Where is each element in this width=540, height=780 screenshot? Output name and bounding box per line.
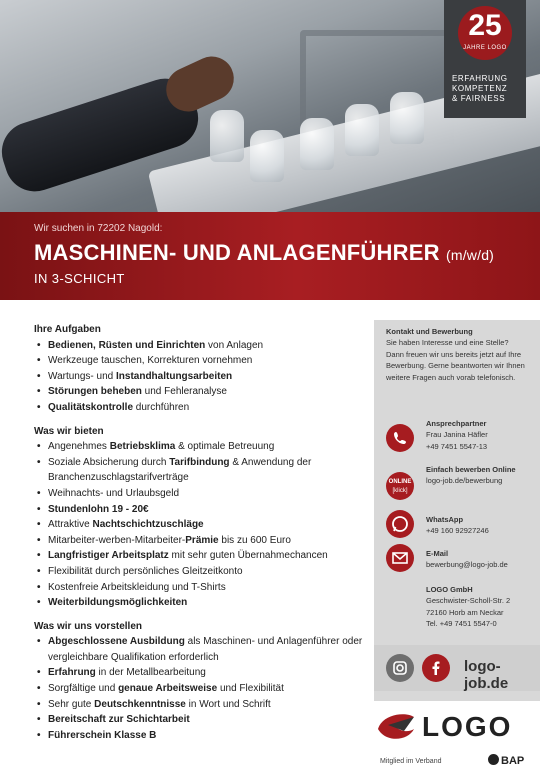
list-item-pre: Angenehmes (48, 441, 110, 453)
list-item-post: in Wort und Schrift (185, 698, 271, 710)
list-item-bold: Nachtschichtzuschläge (92, 519, 204, 531)
company-address (426, 584, 538, 630)
company-street: Geschwister-Scholl-Str. 2 (426, 596, 511, 606)
social-bar (374, 645, 540, 691)
job-description (34, 322, 364, 743)
company-name: LOGO GmbH (426, 585, 473, 594)
section-list (34, 338, 364, 416)
list-item-bold: Bereitschaft zur Schichtarbeit (48, 714, 190, 726)
list-item-post: & Anwendung der Branchenzuschlagstarifverträge (48, 456, 312, 484)
list-item-pre: Wartungs- und (48, 370, 116, 382)
logo-text: LOGO (422, 711, 513, 742)
company-city: 72160 Horb am Neckar (426, 607, 504, 617)
list-item-bold: Instandhaltungsarbeiten (116, 370, 233, 382)
person-label: Ansprechpartner (426, 419, 487, 428)
list-item-post: von Anlagen (205, 339, 264, 351)
list-item-bold: Langfristiger Arbeitsplatz (48, 550, 169, 562)
list-item (34, 533, 364, 549)
list-item (34, 728, 364, 744)
whatsapp-label: WhatsApp (426, 515, 464, 524)
anniversary-circle (458, 6, 512, 60)
list-item-bold: Führerschein Klasse B (48, 729, 157, 741)
list-item-pre: Attraktive (48, 519, 93, 531)
list-item (34, 502, 364, 518)
list-item-bold: genaue Arbeitsweise (118, 683, 218, 695)
whatsapp-icon (386, 510, 414, 538)
job-title-suffix: (m/w/d) (445, 247, 495, 263)
online-badge-text: ONLINE (388, 479, 412, 485)
bap-logo (488, 754, 524, 767)
list-item-post: mit sehr guten Übernahmechancen (168, 550, 328, 562)
list-item-pre: Soziale Absicherung durch (48, 456, 170, 468)
bap-text: BAP (501, 755, 525, 767)
bottle (300, 118, 334, 170)
list-item-bold: Prämie (185, 534, 219, 546)
email-label: E-Mail (426, 549, 449, 558)
list-item-bold: Störungen beheben (48, 386, 142, 398)
list-item (34, 548, 364, 564)
list-item-pre: Werkzeuge tauschen, Korrekturen vornehmen (48, 355, 253, 367)
list-item-post: in der Metallbearbeitung (95, 667, 206, 679)
bottle (390, 92, 424, 144)
anniversary-number: 25 (468, 9, 502, 42)
list-item (34, 665, 364, 681)
job-title (34, 240, 494, 266)
section-list (34, 634, 364, 743)
online-url[interactable]: logo-job.de/bewerbung (426, 476, 503, 486)
badge-line-2: KOMPETENZ (452, 84, 508, 93)
list-item-pre: Sorgfältige und (48, 683, 119, 695)
list-item-bold: Betriebsklima (109, 441, 176, 453)
badge-line-3: & FAIRNESS (452, 94, 506, 103)
location-line: Wir suchen in 72202 Nagold: (34, 223, 163, 234)
bap-dot-icon (488, 754, 499, 765)
list-item (34, 697, 364, 713)
bottle (250, 130, 284, 182)
list-item (34, 681, 364, 697)
list-item (34, 564, 364, 580)
list-item-post: durchführen (133, 401, 190, 413)
list-item-bold: Stundenlohn 19 - 20€ (48, 503, 149, 515)
job-title-banner (0, 212, 540, 300)
list-item-post: als Maschinen- und Anlagenführer oder vergleichbare Qualifikation erforderlich (48, 636, 363, 663)
list-item (34, 486, 364, 502)
list-item (34, 634, 364, 665)
website-link[interactable]: logo-job.de (464, 658, 509, 692)
person-phone[interactable]: +49 7451 5547-13 (426, 441, 488, 451)
list-item-bold: Weiterbildungsmöglichkeiten (48, 597, 188, 609)
list-item-pre: Weihnachts- und Urlaubsgeld (48, 487, 180, 499)
membership-note: Mitglied im Verband (380, 758, 442, 765)
email (426, 548, 508, 571)
online-apply (426, 464, 534, 487)
list-item (34, 455, 364, 486)
contact-heading: Kontakt und Bewerbung (386, 327, 473, 336)
list-item (34, 369, 364, 385)
list-item-pre: Flexibilität durch persönliches Gleitzeitkonto (48, 565, 243, 577)
list-item-bold: Deutschkenntnisse (94, 698, 186, 710)
contact-intro-text: Sie haben Interesse und eine Stelle? Dann freuen wir uns bereits jetzt auf Ihre Bewerbung. Gerne beantworten wir Ihnen weitere Fragen auch vorab telefonisch. (386, 338, 525, 382)
facebook-icon[interactable] (422, 654, 450, 682)
whatsapp (426, 514, 489, 537)
list-item (34, 712, 364, 728)
section-heading: Was wir bieten (34, 425, 104, 437)
online-label: Einfach bewerben Online (426, 465, 516, 474)
section-heading: Ihre Aufgaben (34, 324, 101, 335)
company-logo (374, 703, 540, 751)
job-title-text: MASCHINEN- UND ANLAGENFÜHRER (34, 240, 440, 265)
list-item (34, 439, 364, 455)
list-item (34, 517, 364, 533)
list-item (34, 338, 364, 354)
email-address[interactable]: bewerbung@logo-job.de (426, 560, 508, 570)
list-item-pre: Sehr gute (48, 698, 95, 710)
online-apply-icon[interactable] (386, 472, 414, 500)
section-list (34, 439, 364, 611)
instagram-icon[interactable] (386, 654, 414, 682)
company-tel[interactable]: Tel. +49 7451 5547-0 (426, 619, 497, 629)
list-item (34, 580, 364, 596)
contact-person (426, 418, 488, 452)
anniversary-label: JAHRE LOGO (463, 45, 507, 51)
bottle (345, 104, 379, 156)
list-item-pre: Kostenfreie Arbeitskleidung und T-Shirts (48, 581, 226, 593)
list-item (34, 595, 364, 611)
list-item-bold: Erfahrung (48, 667, 96, 679)
email-icon (386, 544, 414, 572)
list-item-bold: Bedienen, Rüsten und Einrichten (48, 339, 206, 351)
list-item-pre: Mitarbeiter-werben-Mitarbeiter- (48, 534, 186, 546)
contact-intro (386, 326, 526, 383)
phone-icon (386, 424, 414, 452)
badge-line-1: ERFAHRUNG (452, 74, 508, 83)
whatsapp-number[interactable]: +49 160 92927246 (426, 526, 489, 536)
list-item-post: und Flexibilität (217, 683, 284, 695)
list-item (34, 400, 364, 416)
person-name: Frau Janina Häfler (426, 430, 488, 440)
list-item-bold: Abgeschlossene Ausbildung (48, 636, 185, 648)
list-item-post: und Fehleranalyse (141, 386, 227, 398)
contact-panel (374, 320, 540, 701)
shift-info: IN 3-SCHICHT (34, 271, 125, 286)
anniversary-badge (444, 0, 526, 118)
list-item (34, 384, 364, 400)
list-item-bold: Tarifbindung (169, 456, 230, 468)
section-heading: Was wir uns vorstellen (34, 620, 142, 632)
bottle (210, 110, 244, 162)
list-item-post: bis zu 600 Euro (218, 534, 291, 546)
list-item-bold: Qualitätskontrolle (48, 401, 134, 413)
list-item (34, 353, 364, 369)
list-item-post: & optimale Betreuung (175, 441, 275, 453)
online-badge-sub: [klick] (392, 488, 408, 494)
